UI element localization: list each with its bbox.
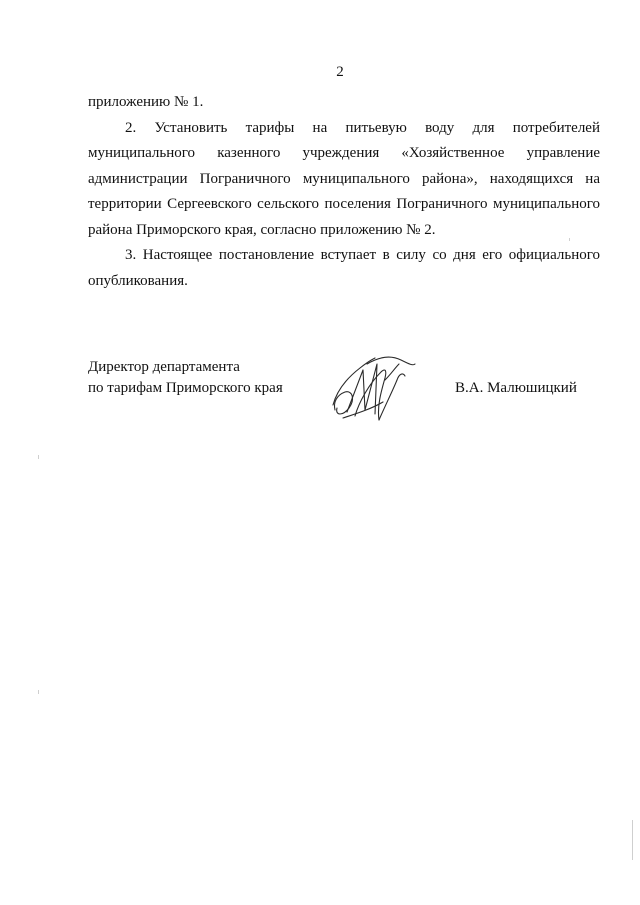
- page-number: 2: [336, 64, 344, 80]
- scan-artifact: [38, 455, 39, 459]
- paragraph-continuation: приложению № 1.: [88, 94, 204, 110]
- signatory-title-line-1: Директор департамента: [88, 359, 240, 375]
- signatory-title-line-2: по тарифам Приморского края: [88, 380, 283, 396]
- signatory-name: В.А. Малюшицкий: [455, 380, 577, 396]
- signatory-title: [88, 357, 283, 399]
- document-body: [88, 90, 600, 294]
- handwritten-signature: [325, 350, 420, 425]
- scan-artifact: [38, 690, 39, 694]
- scan-artifact: [569, 238, 570, 241]
- scan-artifact: [632, 820, 633, 860]
- paragraph-item-3: 3. Настоящее постановление вступает в силу со дня его официального опубликования.: [88, 247, 600, 289]
- paragraph-item-2: 2. Установить тарифы на питьевую воду для потребителей муниципального казенного учреждения «Хозяйственное управление администрации Пограничного муниципального района», находящихся на территории Сергеевского сельского поселения Пограничного муниципального района Приморского края, согласно приложению № 2.: [88, 119, 600, 238]
